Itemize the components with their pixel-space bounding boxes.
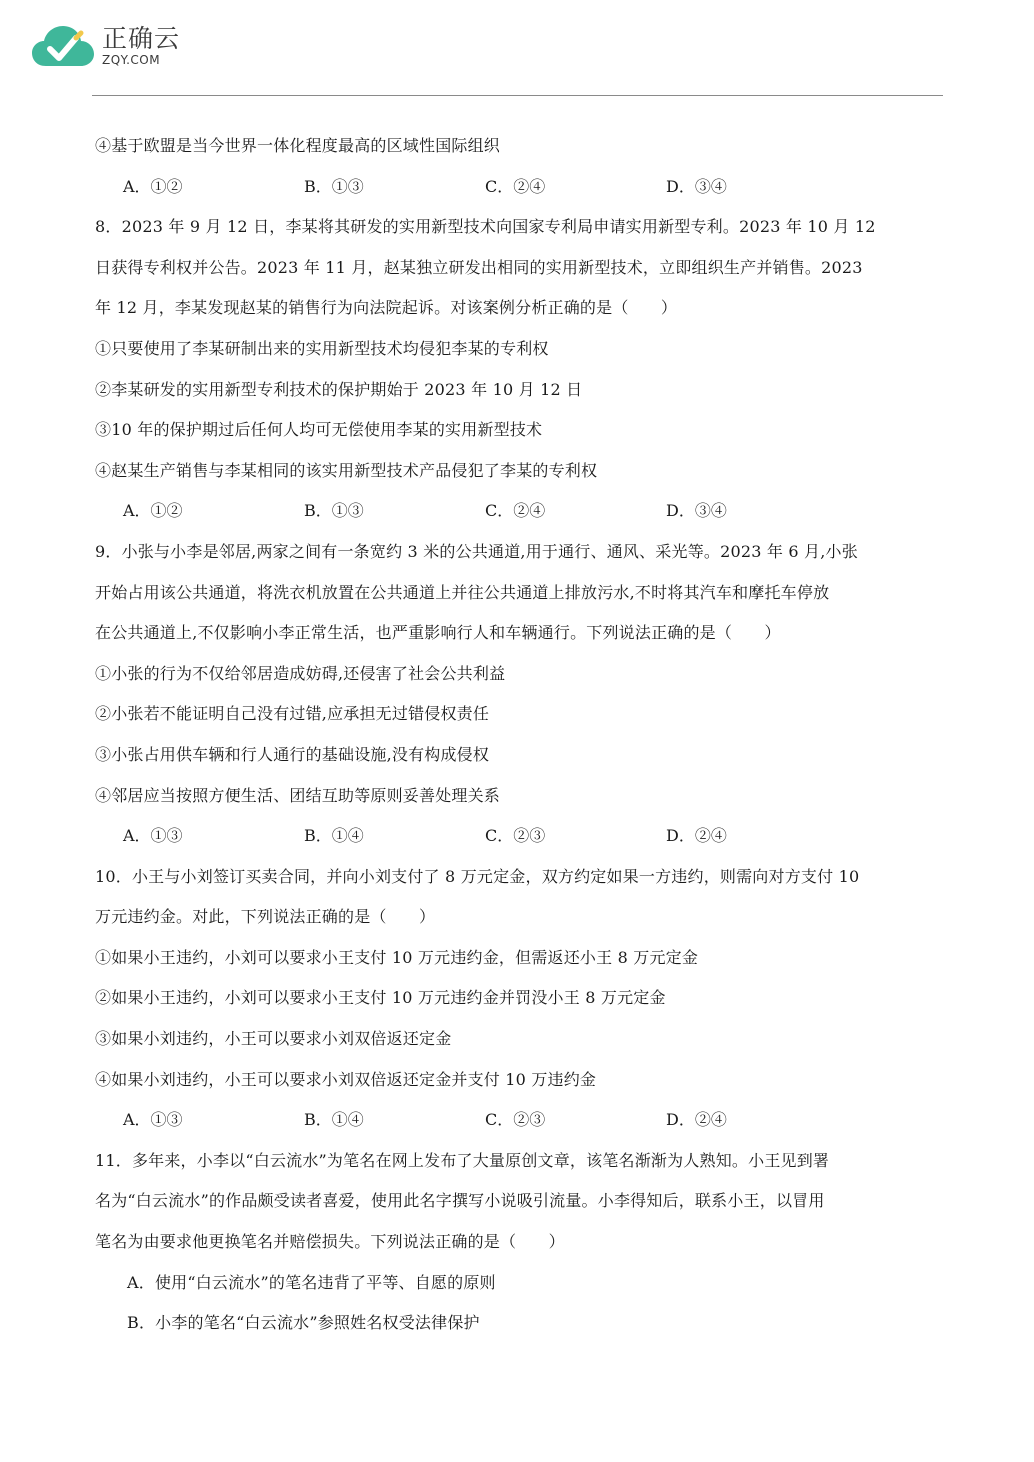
- brand-domain: ZQY.COM: [102, 53, 161, 67]
- answer-option: A．①③: [123, 826, 183, 846]
- cloud-check-icon: [30, 22, 96, 70]
- answer-choices: [95, 816, 945, 857]
- text-line: ④赵某生产销售与李某相同的该实用新型技术产品侵犯了李某的专利权: [95, 460, 598, 480]
- answer-option: C．②③: [485, 1110, 546, 1130]
- brand-logo: [30, 22, 180, 70]
- text-line: 年 12 月，李某发现赵某的销售行为向法院起诉。对该案例分析正确的是（ ）: [95, 298, 678, 318]
- header-divider: [92, 95, 943, 96]
- text-line: ①只要使用了李某研制出来的实用新型技术均侵犯李某的专利权: [95, 338, 549, 358]
- brand-name: 正确云: [102, 24, 181, 53]
- answer-choices: [95, 491, 945, 532]
- text-line: 开始占用该公共通道，将洗衣机放置在公共通道上并往公共通道上排放污水,不时将其汽车和摩托车停放: [95, 582, 830, 602]
- answer-option: B．①③: [304, 501, 364, 521]
- text-line: ②李某研发的实用新型专利技术的保护期始于 2023 年 10 月 12 日: [95, 379, 583, 399]
- text-line: ①如果小王违约，小刘可以要求小王支付 10 万元违约金，但需返还小王 8 万元定金: [95, 947, 699, 967]
- text-line: 10．小王与小刘签订买卖合同，并向小刘支付了 8 万元定金，双方约定如果一方违约，则需向对方支付 10: [95, 866, 860, 886]
- text-line: ③10 年的保护期过后任何人均可无偿使用李某的实用新型技术: [95, 420, 543, 440]
- text-line: ④基于欧盟是当今世界一体化程度最高的区域性国际组织: [95, 136, 501, 155]
- answer-option: A．①②: [123, 501, 183, 521]
- answer-option: B．①④: [304, 1110, 364, 1130]
- answer-option: D．②④: [666, 1110, 727, 1130]
- text-line: 11．多年来，小李以“白云流水”为笔名在网上发布了大量原创文章，该笔名渐渐为人熟知。小王见到署: [95, 1150, 830, 1170]
- answer-option: A．①③: [123, 1110, 183, 1130]
- answer-option: D．③④: [666, 501, 727, 521]
- text-line: 日获得专利权并公告。2023 年 11 月，赵某独立研发出相同的实用新型技术，立即组织生产并销售。2023: [95, 257, 863, 277]
- text-line: 笔名为由要求他更换笔名并赔偿损失。下列说法正确的是（ ）: [95, 1232, 565, 1252]
- text-line: 9．小张与小李是邻居,两家之间有一条宽约 3 米的公共通道,用于通行、通风、采光等。2023 年 6 月,小张: [95, 541, 858, 561]
- text-line: ③小张占用供车辆和行人通行的基础设施,没有构成侵权: [95, 744, 490, 764]
- text-line: ④邻居应当按照方便生活、团结互助等原则妥善处理关系: [95, 785, 501, 805]
- text-line: 名为“白云流水”的作品颇受读者喜爱，使用此名字撰写小说吸引流量。小李得知后，联系小王，以冒用: [95, 1191, 825, 1211]
- text-line: 在公共通道上,不仅影响小李正常生活，也严重影响行人和车辆通行。下列说法正确的是（ ）: [95, 623, 781, 643]
- answer-choices: [95, 167, 945, 208]
- answer-option: A．①②: [123, 176, 183, 196]
- text-line: 万元违约金。对此，下列说法正确的是（ ）: [95, 907, 436, 927]
- answer-option-line: B．小李的笔名“白云流水”参照姓名权受法律保护: [127, 1313, 480, 1333]
- answer-option: D．②④: [666, 826, 727, 846]
- text-line: ③如果小刘违约，小王可以要求小刘双倍返还定金: [95, 1029, 452, 1049]
- answer-option: B．①④: [304, 826, 364, 846]
- text-line: ②如果小王违约，小刘可以要求小王支付 10 万元违约金并罚没小王 8 万元定金: [95, 988, 666, 1008]
- text-line: ②小张若不能证明自己没有过错,应承担无过错侵权责任: [95, 704, 490, 724]
- text-line: ④如果小刘违约，小王可以要求小刘双倍返还定金并支付 10 万违约金: [95, 1069, 597, 1089]
- answer-option-line: A．使用“白云流水”的笔名违背了平等、自愿的原则: [127, 1272, 496, 1292]
- answer-choices: [95, 1100, 945, 1141]
- answer-option: C．②③: [485, 826, 546, 846]
- text-line: ①小张的行为不仅给邻居造成妨碍,还侵害了社会公共利益: [95, 663, 506, 683]
- answer-option: B．①③: [304, 176, 364, 196]
- answer-option: C．②④: [485, 501, 546, 521]
- text-line: 8．2023 年 9 月 12 日，李某将其研发的实用新型技术向国家专利局申请实用新型专利。2023 年 10 月 12: [95, 217, 876, 237]
- answer-option: D．③④: [666, 176, 727, 196]
- document-body: [95, 126, 945, 1344]
- answer-option: C．②④: [485, 176, 546, 196]
